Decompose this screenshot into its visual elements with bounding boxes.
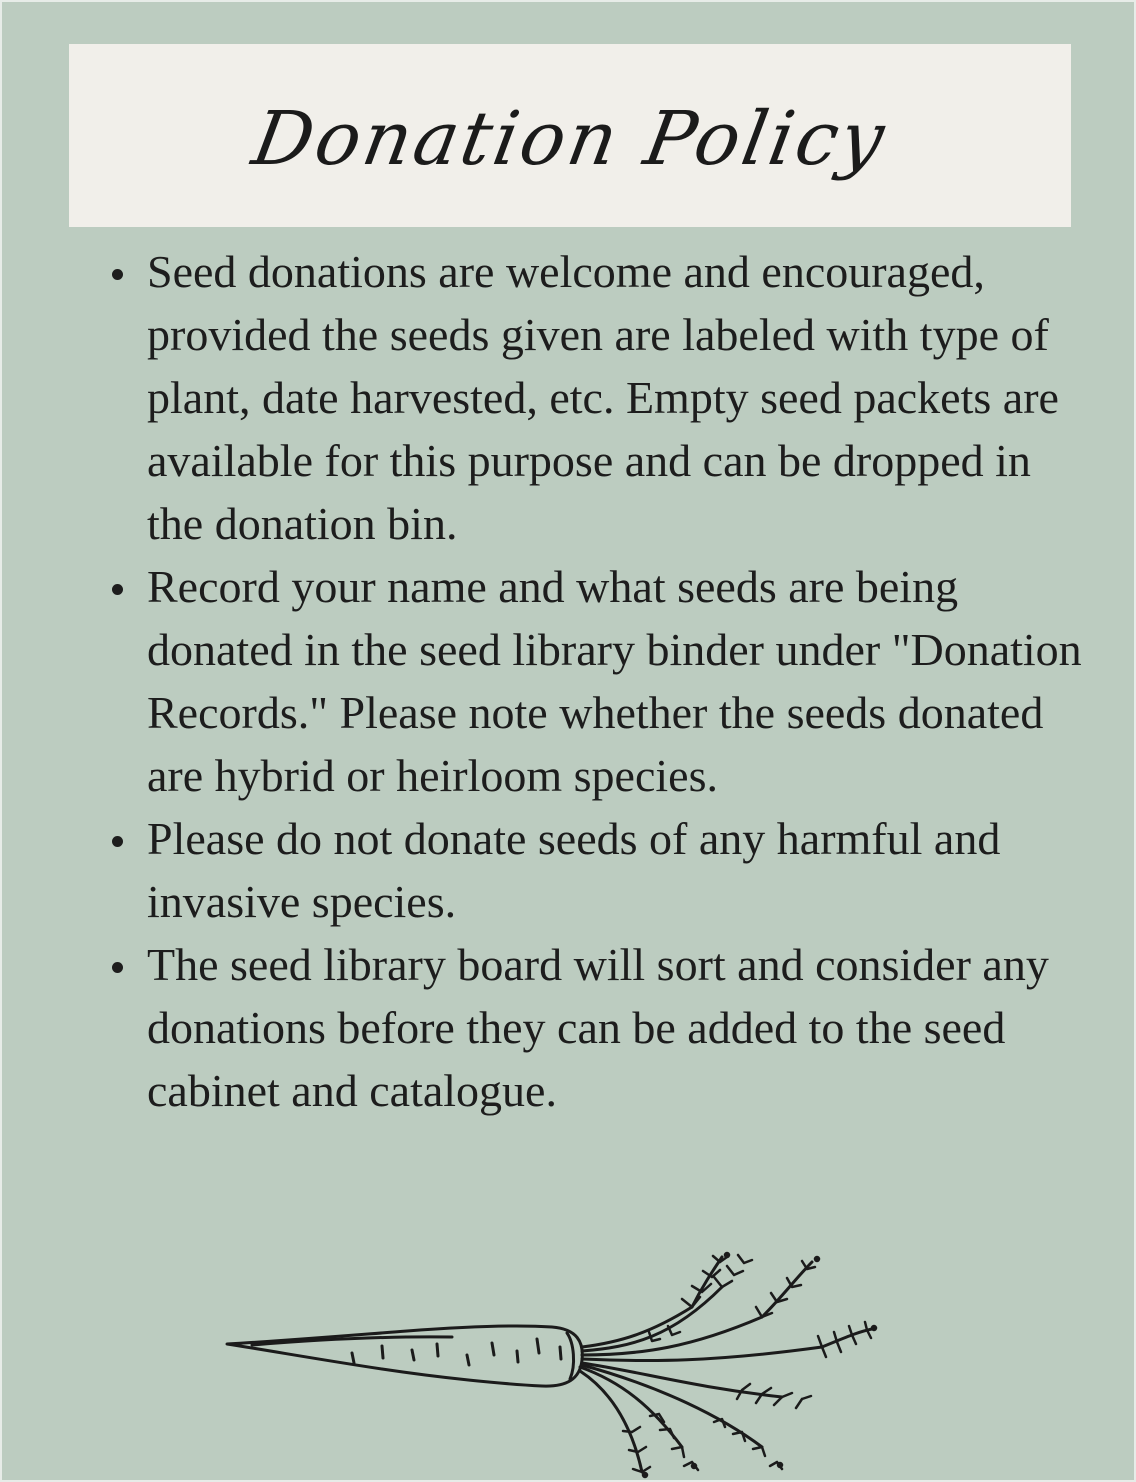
policy-item-text: Please do not donate seeds of any harmful and invasive species. bbox=[147, 813, 1001, 927]
carrot-illustration bbox=[222, 1247, 882, 1479]
title-banner bbox=[69, 44, 1071, 227]
policy-item-text: Seed donations are welcome and encouraged, provided the seeds given are labeled with type of plant, date harvested, etc. Empty seed packets are available for this purpose and can be dropped in the donation bin. bbox=[147, 246, 1059, 549]
bullet-icon bbox=[112, 836, 123, 847]
policy-item-text: The seed library board will sort and consider any donations before they can be added to the seed cabinet and catalogue. bbox=[147, 939, 1049, 1116]
policy-item bbox=[112, 240, 1092, 555]
bullet-icon bbox=[112, 269, 123, 280]
policy-item bbox=[112, 555, 1092, 807]
policy-list bbox=[112, 240, 1092, 1122]
policy-item-text: Record your name and what seeds are being donated in the seed library binder under "Donation Records." Please note whether the seeds donated are hybrid or heirloom species. bbox=[147, 561, 1082, 801]
bullet-icon bbox=[112, 962, 123, 973]
bullet-icon bbox=[112, 584, 123, 595]
policy-item bbox=[112, 933, 1092, 1122]
page-title: Donation Policy bbox=[246, 95, 894, 182]
policy-item bbox=[112, 807, 1092, 933]
